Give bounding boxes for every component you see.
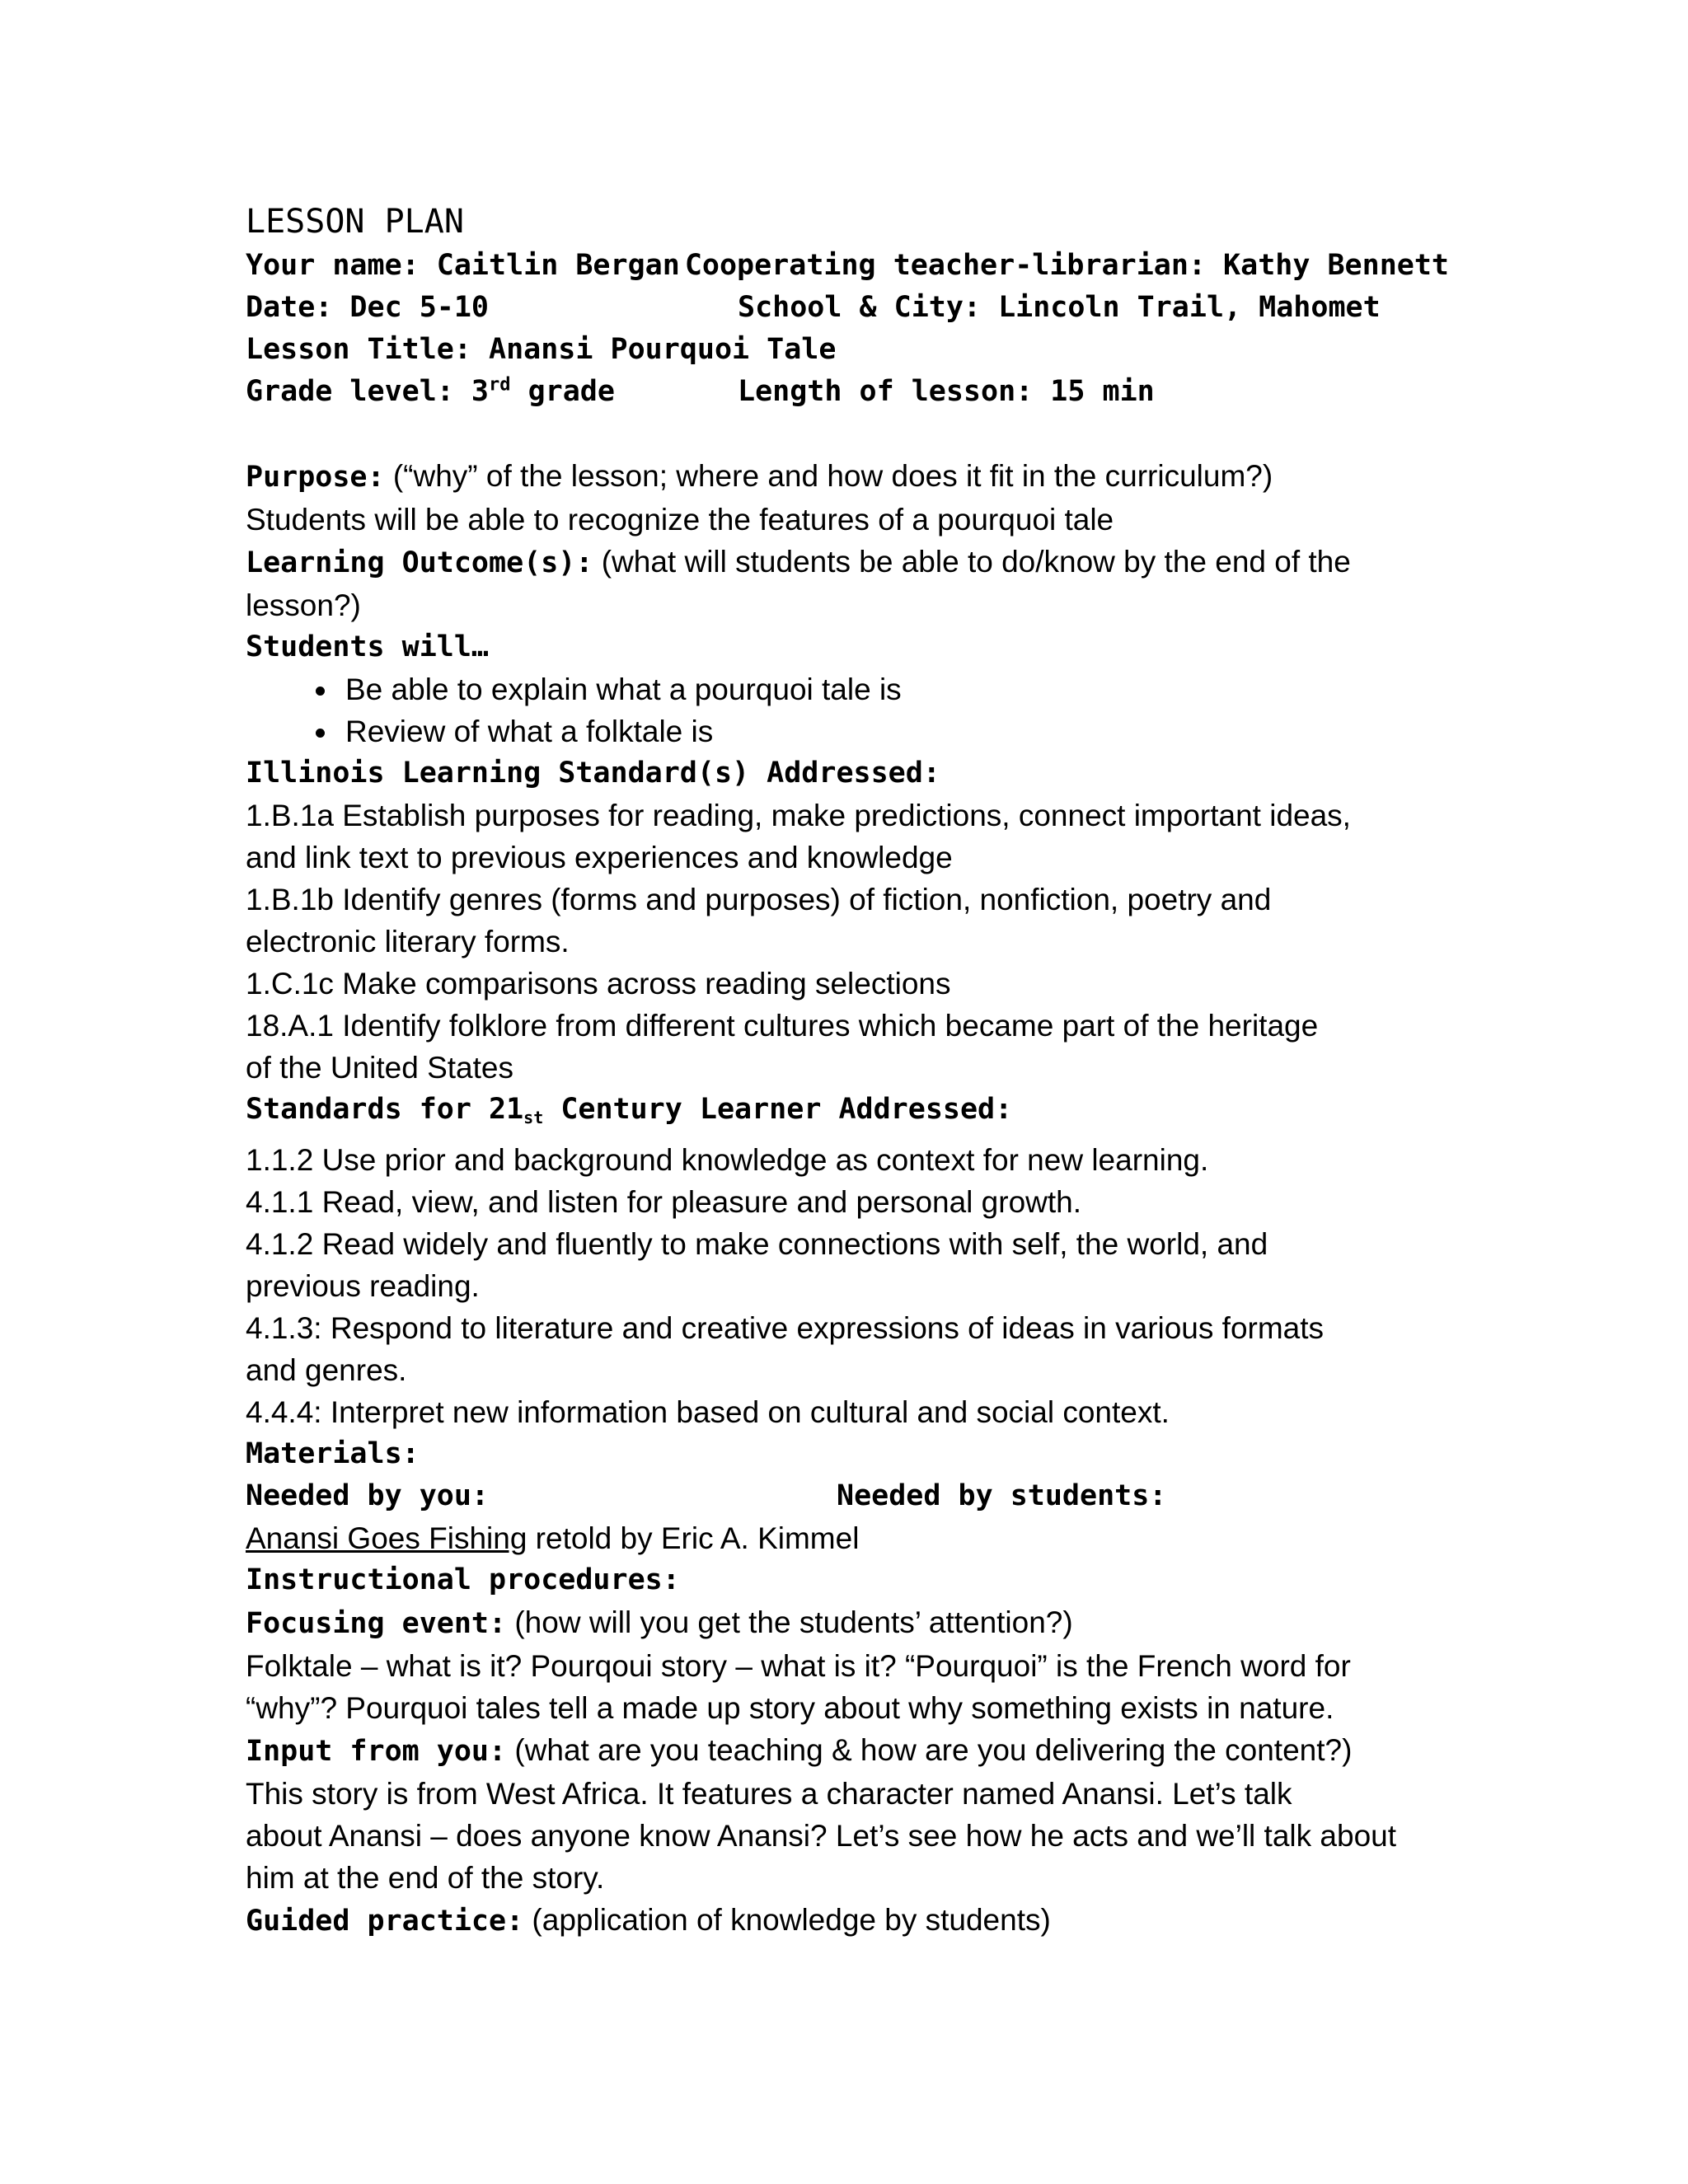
school-city: School & City: Lincoln Trail, Mahomet <box>738 291 1381 324</box>
lesson-length: Length of lesson: 15 min <box>738 375 1155 408</box>
aasl-line: 4.1.3: Respond to literature and creative expressions of ideas in various formats <box>246 1311 1325 1345</box>
aasl-line: and genres. <box>246 1353 407 1387</box>
illinois-line: 18.A.1 Identify folklore from different cultures which became part of the heritage <box>246 1009 1319 1043</box>
aasl-line: 4.1.1 Read, view, and listen for pleasure and personal growth. <box>246 1185 1082 1219</box>
focusing-heading: Focusing event: (how will you get the students’ attention?) <box>246 1605 1073 1640</box>
spacer <box>246 413 1449 455</box>
illinois-line: 1.B.1b Identify genres (forms and purposes) of fiction, nonfiction, poetry and <box>246 883 1272 916</box>
grade-level: Grade level: 3rd grade <box>246 374 615 408</box>
outcome-list <box>246 668 1449 752</box>
purpose-heading: Purpose: (“why” of the lesson; where and how does it fit in the curriculum?) <box>246 459 1273 494</box>
illinois-heading: Illinois Learning Standard(s) Addressed: <box>246 757 940 790</box>
purpose-text: Students will be able to recognize the features of a pourquoi tale <box>246 503 1114 537</box>
bullet-icon <box>316 729 325 738</box>
bullet-icon <box>316 687 325 696</box>
aasl-heading: Standards for $21_{st}$ Century Learner Addressed: <box>246 1093 1013 1127</box>
header-row-name <box>246 245 1449 287</box>
input-line: about Anansi – does anyone know Anansi? Let’s see how he acts and we’ll talk about <box>246 1819 1397 1853</box>
header-row-date <box>246 287 1449 329</box>
focusing-line: “why”? Pourquoi tales tell a made up story about why something exists in nature. <box>246 1691 1334 1725</box>
illinois-line: electronic literary forms. <box>246 925 570 958</box>
illinois-line: 1.C.1c Make comparisons across reading selections <box>246 967 951 1001</box>
illinois-line: and link text to previous experiences and knowledge <box>246 841 953 874</box>
lesson-title: Lesson Title: Anansi Pourquoi Tale <box>246 333 837 366</box>
your-name: Your name: Caitlin Bergan <box>246 249 680 282</box>
materials-heading: Materials: <box>246 1437 420 1470</box>
students-will: Students will… <box>246 630 490 663</box>
header-row-title <box>246 329 1449 371</box>
materials-book: Anansi Goes Fishing retold by Eric A. Kimmel <box>246 1521 860 1555</box>
materials-columns <box>246 1475 1449 1517</box>
list-item: Review of what a folktale is <box>246 710 1449 752</box>
aasl-line: 4.4.4: Interpret new information based on cultural and social context. <box>246 1395 1170 1429</box>
page-title: LESSON PLAN <box>246 203 464 241</box>
input-line: This story is from West Africa. It features a character named Anansi. Let’s talk <box>246 1777 1292 1811</box>
illinois-line: of the United States <box>246 1051 513 1085</box>
aasl-line: 1.1.2 Use prior and background knowledge as context for new learning. <box>246 1143 1209 1177</box>
input-line: him at the end of the story. <box>246 1861 605 1895</box>
outcomes-heading: Learning Outcome(s): (what will students be able to do/know by the end of the <box>246 545 1351 579</box>
procedures-heading: Instructional procedures: <box>246 1563 680 1596</box>
aasl-line: previous reading. <box>246 1269 480 1303</box>
outcomes-prompt-cont: lesson?) <box>246 588 361 622</box>
guided-heading: Guided practice: (application of knowledge by students) <box>246 1903 1051 1938</box>
aasl-line: 4.1.2 Read widely and fluently to make connections with self, the world, and <box>246 1227 1268 1261</box>
lesson-plan-document <box>246 200 1449 1943</box>
illinois-line: 1.B.1a Establish purposes for reading, make predictions, connect important ideas, <box>246 799 1351 832</box>
header-row-grade <box>246 371 1449 413</box>
needed-by-you: Needed by you: <box>246 1479 490 1512</box>
lesson-date: Date: Dec 5-10 <box>246 291 490 324</box>
cooperating-teacher: Cooperating teacher-librarian: Kathy Bennett <box>684 249 1449 282</box>
input-heading: Input from you: (what are you teaching & how are you delivering the content?) <box>246 1733 1353 1768</box>
list-item: Be able to explain what a pourquoi tale is <box>246 668 1449 710</box>
book-title: Anansi Goes Fishing <box>246 1521 528 1555</box>
focusing-line: Folktale – what is it? Pourqoui story – what is it? “Pourquoi” is the French word for <box>246 1649 1351 1683</box>
needed-by-students: Needed by students: <box>837 1479 1167 1512</box>
